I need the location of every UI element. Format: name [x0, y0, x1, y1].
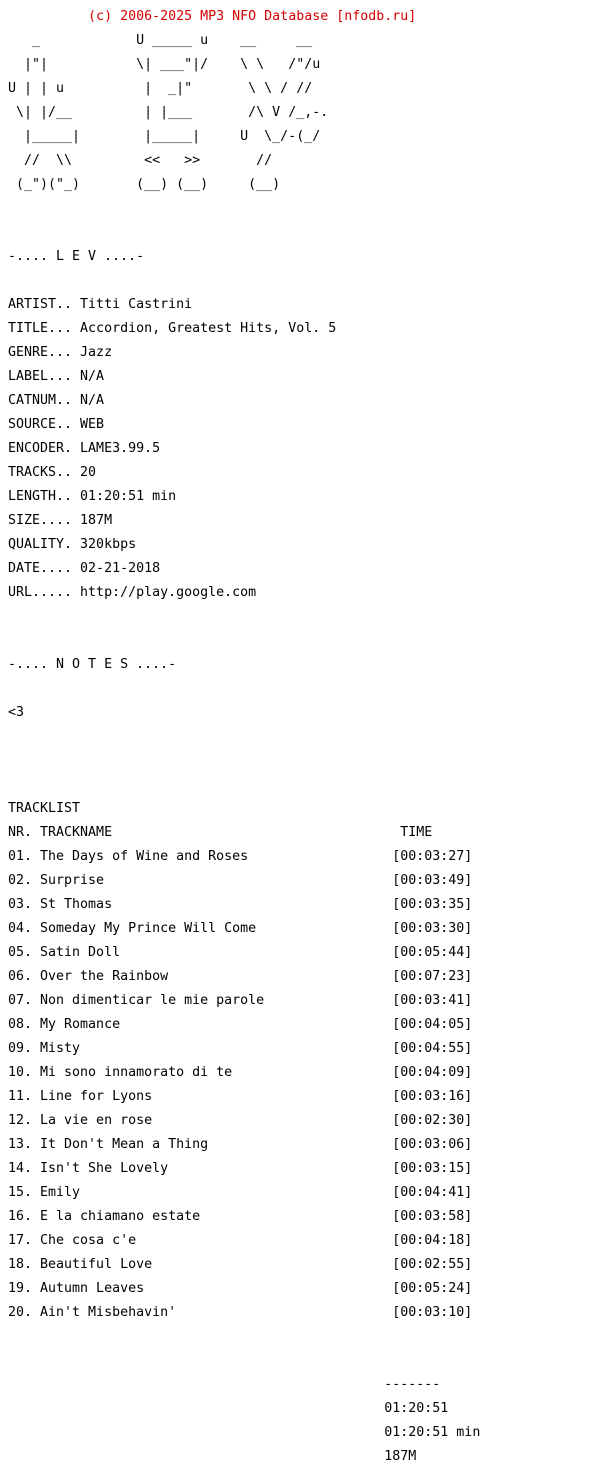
info-line: ARTIST.. Titti Castrini [8, 297, 193, 312]
ascii-art-line: |_____| |_____| U \_/-(_/ [8, 129, 321, 144]
track-row: 08. My Romance [00:04:05] [8, 1017, 473, 1032]
track-row: 06. Over the Rainbow [00:07:23] [8, 969, 473, 984]
lev-heading: -.... L E V ....- [8, 249, 145, 264]
ascii-art-line: _ U _____ u __ __ [8, 33, 313, 48]
track-row: 14. Isn't She Lovely [00:03:15] [8, 1161, 473, 1176]
track-row: 11. Line for Lyons [00:03:16] [8, 1089, 473, 1104]
tracklist-header: NR. TRACKNAME TIME [8, 825, 433, 840]
info-line: TITLE... Accordion, Greatest Hits, Vol. 5 [8, 321, 337, 336]
info-line: TRACKS.. 20 [8, 465, 97, 480]
nfodb-banner: (c) 2006-2025 MP3 NFO Database [nfodb.ru] [8, 9, 417, 24]
info-line: SOURCE.. WEB [8, 417, 105, 432]
info-line: GENRE... Jazz [8, 345, 113, 360]
nfo-document [8, 0, 480, 1475]
ascii-art-line: U | | u | _|" \ \ / // [8, 81, 313, 96]
track-row: 04. Someday My Prince Will Come [00:03:30] [8, 921, 473, 936]
info-line: SIZE.... 187M [8, 513, 113, 528]
track-row: 03. St Thomas [00:03:35] [8, 897, 473, 912]
track-row: 17. Che cosa c'e [00:04:18] [8, 1233, 473, 1248]
track-row: 02. Surprise [00:03:49] [8, 873, 473, 888]
tracklist-title: TRACKLIST [8, 801, 81, 816]
track-row: 13. It Don't Mean a Thing [00:03:06] [8, 1137, 473, 1152]
track-row: 01. The Days of Wine and Roses [00:03:27] [8, 849, 473, 864]
info-line: LENGTH.. 01:20:51 min [8, 489, 177, 504]
total-size: 187M [8, 1449, 417, 1464]
total-length: 01:20:51 min [8, 1425, 481, 1440]
track-row: 20. Ain't Misbehavin' [00:03:10] [8, 1305, 473, 1320]
info-line: QUALITY. 320kbps [8, 537, 137, 552]
notes-heading: -.... N O T E S ....- [8, 657, 177, 672]
track-row: 12. La vie en rose [00:02:30] [8, 1113, 473, 1128]
ascii-art-line: // \\ << >> // [8, 153, 273, 168]
track-row: 05. Satin Doll [00:05:44] [8, 945, 473, 960]
ascii-art-line: (_")("_) (__) (__) (__) [8, 177, 281, 192]
info-line: DATE.... 02-21-2018 [8, 561, 161, 576]
track-row: 18. Beautiful Love [00:02:55] [8, 1257, 473, 1272]
track-row: 10. Mi sono innamorato di te [00:04:09] [8, 1065, 473, 1080]
info-line: ENCODER. LAME3.99.5 [8, 441, 161, 456]
info-line: URL..... http://play.google.com [8, 585, 257, 600]
track-row: 07. Non dimenticar le mie parole [00:03:41] [8, 993, 473, 1008]
total-time: 01:20:51 [8, 1401, 449, 1416]
notes-text: <3 [8, 705, 25, 720]
track-row: 19. Autumn Leaves [00:05:24] [8, 1281, 473, 1296]
track-row: 16. E la chiamano estate [00:03:58] [8, 1209, 473, 1224]
totals-divider: ------- [8, 1377, 441, 1392]
track-row: 15. Emily [00:04:41] [8, 1185, 473, 1200]
ascii-art-line: |"| \| ___"|/ \ \ /"/u [8, 57, 321, 72]
info-line: CATNUM.. N/A [8, 393, 105, 408]
ascii-art-line: \| |/__ | |___ /\ V /_,-. [8, 105, 329, 120]
track-row: 09. Misty [00:04:55] [8, 1041, 473, 1056]
info-line: LABEL... N/A [8, 369, 105, 384]
